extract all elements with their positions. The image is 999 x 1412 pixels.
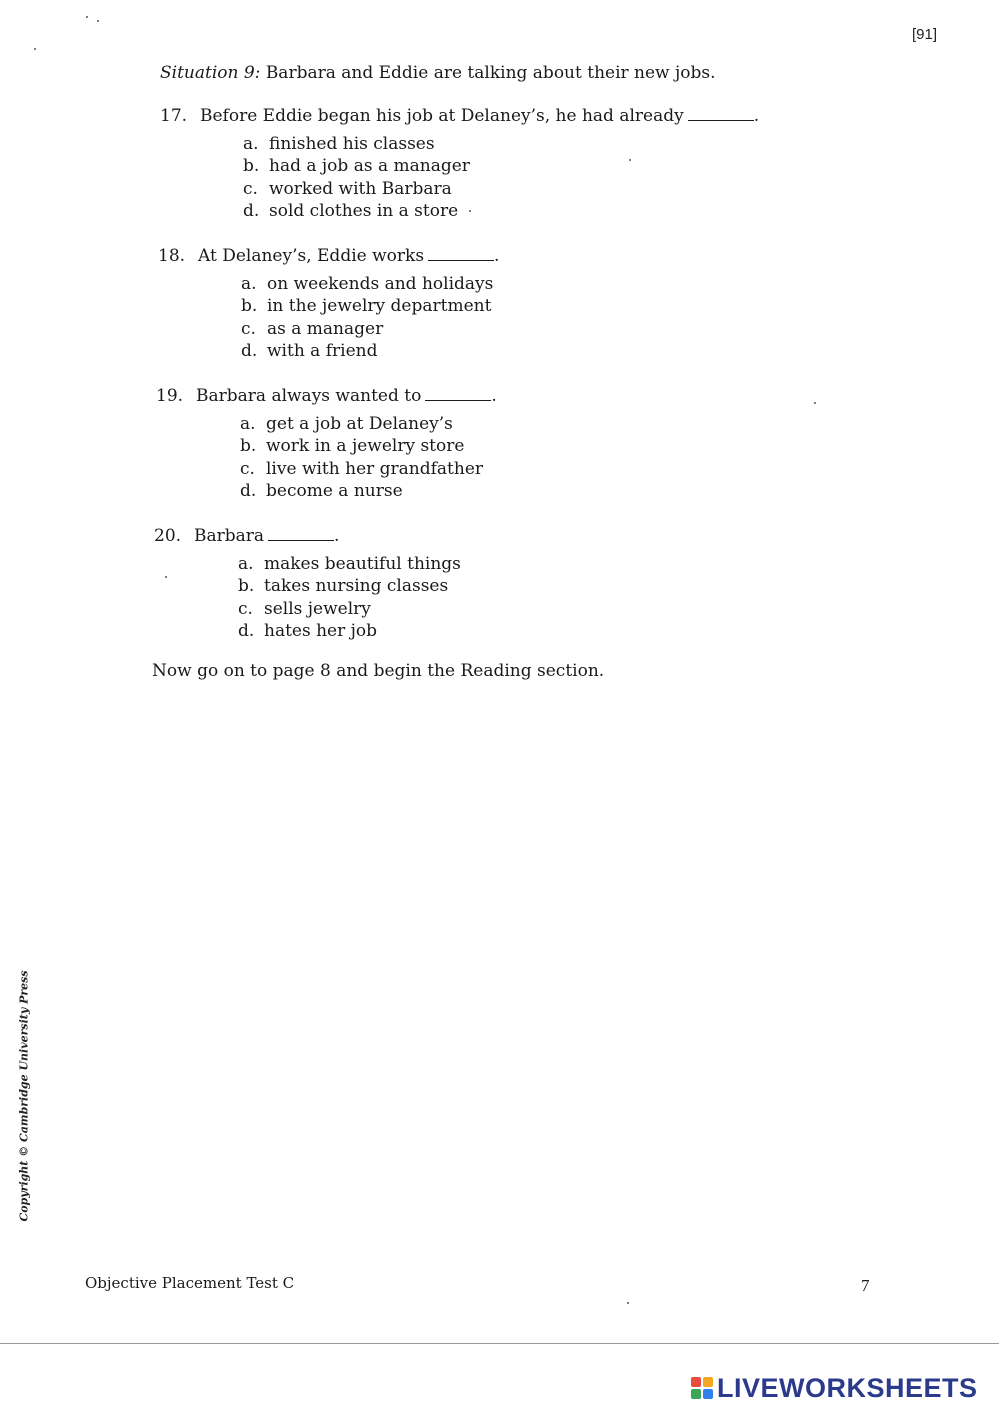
option-letter: b. xyxy=(241,296,258,317)
answer-blank[interactable] xyxy=(688,106,754,121)
question-stem: 18. At Delaney’s, Eddie works . xyxy=(158,246,500,266)
option-text: had a job as a manager xyxy=(269,156,470,177)
instruction-text: Now go on to page 8 and begin the Reading section. xyxy=(152,661,605,681)
option-text: hates her job xyxy=(264,620,378,641)
question-stem: 19. Barbara always wanted to . xyxy=(156,386,497,406)
situation-label: Situation 9: xyxy=(160,63,261,83)
option-b[interactable] xyxy=(243,155,470,177)
scan-speck xyxy=(165,576,167,578)
logo-tile-red xyxy=(691,1377,701,1387)
logo-tile-blue xyxy=(703,1389,713,1399)
option-text: sells jewelry xyxy=(264,598,371,619)
brand-logo-link[interactable] xyxy=(691,1373,978,1403)
option-list xyxy=(241,273,493,362)
option-text: work in a jewelry store xyxy=(266,436,465,457)
option-letter: a. xyxy=(240,414,256,434)
question-stem: 17. Before Eddie began his job at Delaney’s, he had already . xyxy=(160,106,760,126)
option-d[interactable] xyxy=(240,480,483,502)
option-letter: c. xyxy=(241,318,256,339)
option-letter: c. xyxy=(240,458,255,479)
option-text: get a job at Delaney’s xyxy=(266,414,453,434)
answer-blank[interactable] xyxy=(268,526,334,541)
option-text: become a nurse xyxy=(266,480,403,501)
option-a[interactable] xyxy=(243,133,470,155)
option-a[interactable] xyxy=(241,273,493,295)
page-reference: [91] xyxy=(912,26,938,43)
option-text: with a friend xyxy=(267,340,378,361)
option-letter: b. xyxy=(243,156,260,177)
question-text: Barbara xyxy=(194,526,265,546)
option-text: sold clothes in a store xyxy=(269,200,459,221)
option-letter: d. xyxy=(243,200,260,221)
option-list xyxy=(238,553,461,642)
option-text: takes nursing classes xyxy=(264,576,449,597)
option-letter: d. xyxy=(238,620,255,641)
option-b[interactable] xyxy=(238,575,461,597)
option-letter: a. xyxy=(243,134,259,154)
brand-name: LIVEWORKSHEETS xyxy=(717,1373,978,1403)
option-letter: c. xyxy=(243,178,258,199)
option-a[interactable] xyxy=(240,413,483,435)
option-letter: b. xyxy=(240,436,257,457)
option-b[interactable] xyxy=(241,295,493,317)
question-text: At Delaney’s, Eddie works xyxy=(198,246,425,266)
question-number: 19. xyxy=(156,386,184,406)
option-d[interactable] xyxy=(238,620,461,642)
question-number: 17. xyxy=(160,106,188,126)
page-divider xyxy=(0,1343,999,1344)
option-letter: d. xyxy=(241,340,258,361)
option-b[interactable] xyxy=(240,435,483,457)
question-text: Barbara always wanted to xyxy=(196,386,422,406)
scan-speck xyxy=(97,20,99,22)
question-number: 18. xyxy=(158,246,186,266)
option-text: as a manager xyxy=(267,318,384,339)
option-c[interactable] xyxy=(241,318,493,340)
footer-title: Objective Placement Test C xyxy=(85,1274,295,1292)
option-letter: a. xyxy=(241,274,257,294)
option-c[interactable] xyxy=(240,458,483,480)
option-text: worked with Barbara xyxy=(269,178,452,199)
scan-speck xyxy=(469,210,471,212)
question-stem: 20. Barbara . xyxy=(154,526,340,546)
option-text: in the jewelry department xyxy=(267,296,492,317)
option-c[interactable] xyxy=(243,178,470,200)
question-number: 20. xyxy=(154,526,182,546)
option-letter: c. xyxy=(238,598,253,619)
option-list xyxy=(240,413,483,502)
scan-speck xyxy=(814,402,816,404)
copyright-notice: Copyright © Cambridge University Press xyxy=(17,970,31,1222)
option-text: finished his classes xyxy=(269,134,435,154)
liveworksheets-logo-icon xyxy=(691,1377,713,1399)
question-text: Before Eddie began his job at Delaney’s, he had already xyxy=(200,106,684,126)
option-c[interactable] xyxy=(238,598,461,620)
answer-blank[interactable] xyxy=(425,386,491,401)
option-letter: b. xyxy=(238,576,255,597)
answer-blank[interactable] xyxy=(428,246,494,261)
option-text: on weekends and holidays xyxy=(267,274,494,294)
situation-heading xyxy=(160,62,716,84)
scan-speck xyxy=(34,48,36,50)
scan-speck xyxy=(86,16,88,18)
page-number: 7 xyxy=(861,1276,870,1295)
option-list xyxy=(243,133,470,222)
option-d[interactable] xyxy=(241,340,493,362)
scan-speck xyxy=(629,159,631,161)
option-text: live with her grandfather xyxy=(266,458,484,479)
option-letter: a. xyxy=(238,554,254,574)
scan-speck xyxy=(627,1302,629,1304)
logo-tile-green xyxy=(691,1389,701,1399)
option-a[interactable] xyxy=(238,553,461,575)
logo-tile-orange xyxy=(703,1377,713,1387)
situation-text: Barbara and Eddie are talking about their new jobs. xyxy=(265,63,716,83)
option-d[interactable] xyxy=(243,200,470,222)
option-letter: d. xyxy=(240,480,257,501)
option-text: makes beautiful things xyxy=(264,554,461,574)
